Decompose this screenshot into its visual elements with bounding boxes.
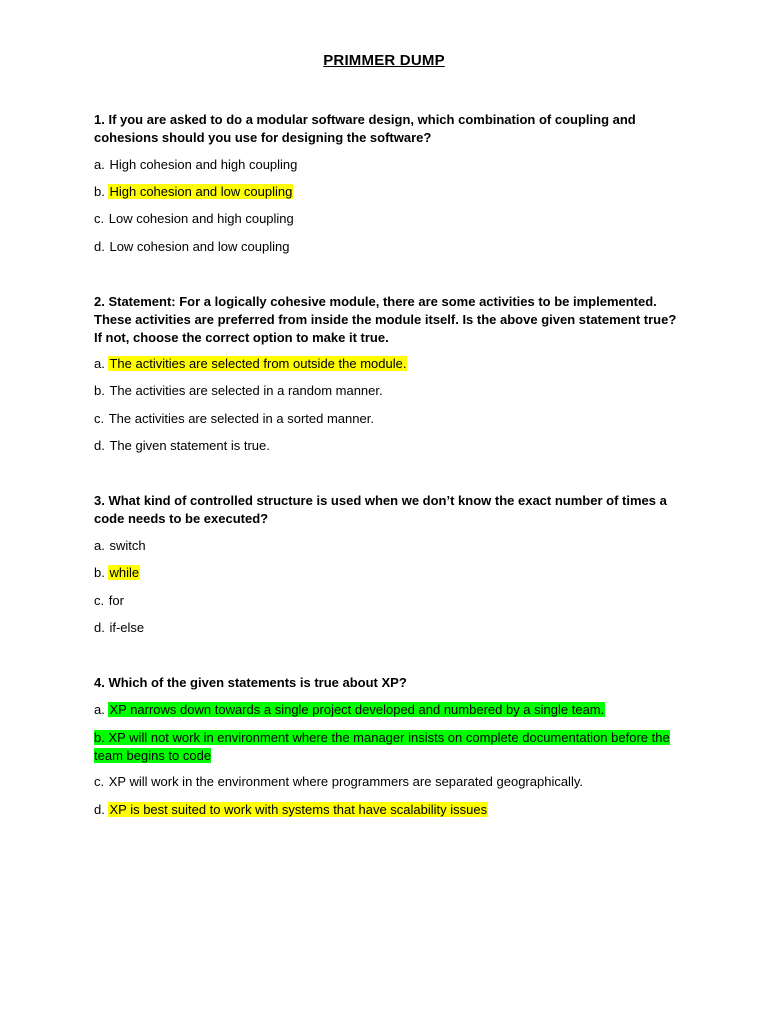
option-text: if-else	[109, 620, 145, 635]
question-4-text: 4. Which of the given statements is true about XP?	[94, 675, 407, 690]
option-prefix: b.	[94, 184, 109, 199]
option-text-highlighted: XP narrows down towards a single project developed and numbered by a single team.	[109, 702, 605, 717]
question-4-option-b	[94, 729, 684, 765]
question-1-option-b	[94, 184, 694, 200]
option-text: Low cohesion and high coupling	[108, 211, 294, 226]
option-prefix: d.	[94, 239, 109, 254]
question-2-option-b	[94, 383, 694, 399]
question-1-option-a	[94, 157, 694, 173]
option-text-highlighted: b. XP will not work in environment where the manager insists on complete documentation before the team begins to code	[94, 730, 670, 763]
option-prefix: b.	[94, 565, 109, 580]
option-prefix: d.	[94, 620, 109, 635]
option-prefix: a.	[94, 702, 109, 717]
question-2-text: 2. Statement: For a logically cohesive module, there are some activities to be implemented. These activities are preferred from inside the module itself. Is the above given statement true? If not, choose the correct option to make it true.	[94, 294, 677, 345]
option-prefix: d.	[94, 802, 109, 817]
option-text: Low cohesion and low coupling	[109, 239, 290, 254]
option-prefix: a.	[94, 356, 109, 371]
option-text: The activities are selected in a random manner.	[109, 383, 383, 398]
question-3-option-c	[94, 593, 694, 609]
question-4-option-a	[94, 702, 694, 718]
option-prefix: d.	[94, 438, 109, 453]
option-text: The given statement is true.	[109, 438, 270, 453]
option-prefix: c.	[94, 411, 108, 426]
question-3-text: 3. What kind of controlled structure is used when we don’t know the exact number of times a code needs to be executed?	[94, 493, 667, 526]
question-2-option-c	[94, 411, 694, 427]
question-2-option-a	[94, 356, 694, 372]
option-text: The activities are selected in a sorted manner.	[108, 411, 374, 426]
option-prefix: c.	[94, 593, 108, 608]
question-4-option-c	[94, 774, 694, 790]
question-2-option-d	[94, 438, 694, 454]
option-text-highlighted: High cohesion and low coupling	[109, 184, 293, 199]
question-1-option-d	[94, 239, 694, 255]
option-text-highlighted: while	[109, 565, 140, 580]
option-prefix: a.	[94, 538, 109, 553]
page-title: PRIMMER DUMP	[323, 52, 445, 69]
option-prefix: c.	[94, 774, 108, 789]
option-prefix: a.	[94, 157, 109, 172]
question-3-option-d	[94, 620, 694, 636]
option-text-highlighted: XP is best suited to work with systems that have scalability issues	[109, 802, 488, 817]
option-text-highlighted: The activities are selected from outside the module.	[109, 356, 407, 371]
question-4-option-d	[94, 802, 694, 818]
option-text: switch	[109, 538, 146, 553]
option-prefix: c.	[94, 211, 108, 226]
option-text: for	[108, 593, 124, 608]
question-3-option-a	[94, 538, 694, 554]
question-1-text: 1. If you are asked to do a modular software design, which combination of coupling and cohesions should you use for designing the software?	[94, 112, 636, 145]
option-text: XP will work in the environment where programmers are separated geographically.	[108, 774, 583, 789]
option-prefix: b.	[94, 383, 109, 398]
question-3-option-b	[94, 565, 694, 581]
question-1-option-c	[94, 211, 694, 227]
option-text: High cohesion and high coupling	[109, 157, 298, 172]
